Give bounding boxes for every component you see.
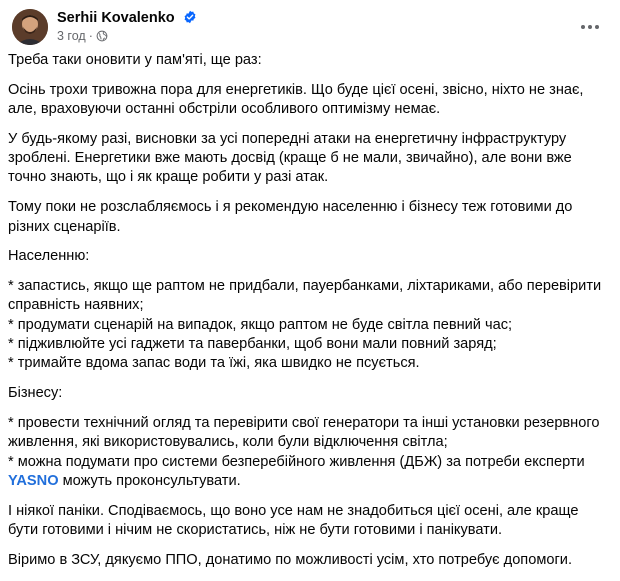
more-options-icon[interactable]: [576, 13, 604, 41]
paragraph-business-list: [8, 414, 608, 491]
globe-icon[interactable]: [96, 30, 108, 42]
business-item-2-end: можуть проконсультувати.: [58, 472, 241, 489]
post-header: [12, 9, 608, 45]
paragraph-conclusions: У будь-якому разі, висновки за усі попередні атаки на енергетичну інфраструктуру зроблені. Енергетики вже мають досвід (краще б не мали, звичайно), але вони вже точно знають, що і як краще робити у разі атак.: [8, 130, 572, 186]
paragraph-population-list: * запастись, якщо ще раптом не придбали, пауербанками, ліхтариками, або перевірити справність наявних; * продумати сценарій на випадок, якщо раптом не буде світла певний час; * підживлюйте усі гаджети та павербанки, щоб вони мали повний заряд; * тримайте вдома запас води та їжі, яка швидко не псується.: [8, 278, 602, 372]
yasno-link[interactable]: YASNO: [8, 472, 59, 489]
author-avatar[interactable]: [12, 9, 48, 45]
author-name[interactable]: [57, 10, 197, 26]
paragraph-final: Віримо в ЗСУ, дякуємо ППО, донатимо по можливості усім, хто потребує допомоги.: [8, 551, 573, 568]
business-item-1: * провести технічний огляд та перевірити свої генератори та інші установки резервного живлення, які використовувались, коли були відключення світла;: [8, 414, 600, 451]
paragraph-recommendation: Тому поки не розслабляємось і я рекомендую населенню і бізнесу теж готовими до різних сценаріїв.: [8, 199, 573, 235]
paragraph-population-heading: Населенню:: [8, 248, 90, 265]
business-item-2-start: * можна подумати про системи безперебійного живлення (ДБЖ) за потреби експерти: [8, 453, 585, 470]
author-name-text[interactable]: Serhii Kovalenko: [57, 10, 175, 26]
meta-separator: ·: [88, 29, 93, 43]
verified-badge-icon: [183, 10, 197, 24]
paragraph-intro: Треба таки оновити у пам'яті, ще раз:: [8, 52, 262, 68]
paragraph-autumn: Осінь трохи тривожна пора для енергетиків. Що буде цієї осені, звісно, ніхто не знає, але, враховуючи останні обстріли особливого оптимізму немає.: [8, 81, 584, 118]
post-timestamp[interactable]: 3 год: [57, 29, 86, 43]
paragraph-no-panic: І ніякої паніки. Сподіваємось, що воно усе нам не знадобиться цієї осені, але краще бути готовими і нічим не скористатись, ніж не бути готовими і панікувати.: [8, 502, 579, 538]
post-meta: [57, 29, 108, 43]
paragraph-business-heading: Бізнесу:: [8, 385, 63, 402]
post-body: [8, 51, 608, 581]
